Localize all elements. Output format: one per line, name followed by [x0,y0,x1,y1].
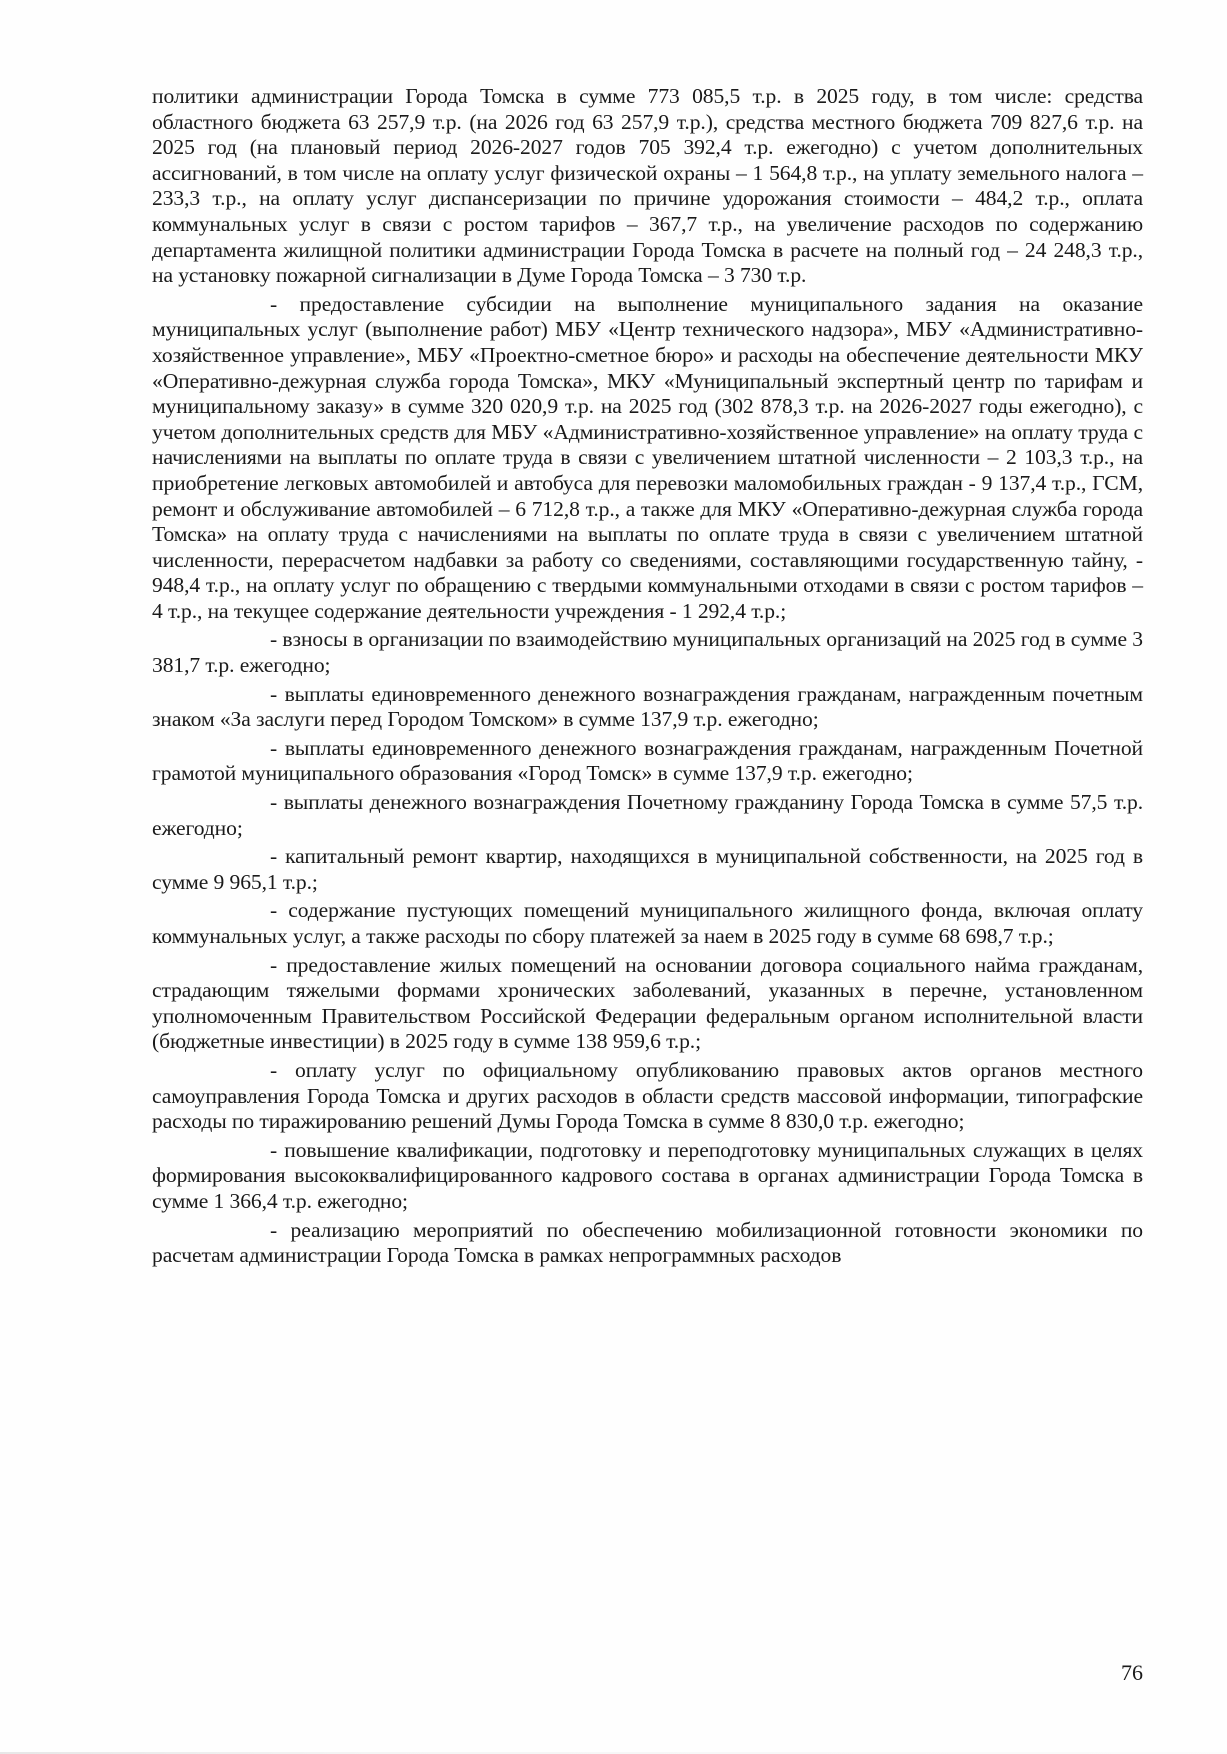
paragraph-membership-fees: - взносы в организации по взаимодействию муниципальных организаций на 2025 год в сумме 3 381,7 т.р. ежегодно; [152,627,1143,678]
page-number: 76 [1121,1660,1143,1685]
paragraph-mobilization-readiness: - реализацию мероприятий по обеспечению мобилизационной готовности экономики по расчетам администрации Города Томска в рамках непрограммных расходов [152,1217,1143,1268]
paragraph-official-publication: - оплату услуг по официальному опубликованию правовых актов органов местного самоуправления Города Томска и других расходов в области средств массовой информации, типографские расходы по тиражированию решений Думы Города Томска в сумме 8 830,0 т.р. ежегодно; [152,1057,1143,1134]
paragraph-capital-repair: - капитальный ремонт квартир, находящихся в муниципальной собственности, на 2025 год в сумме 9 965,1 т.р.; [152,844,1143,894]
paragraph-staff-training: - повышение квалификации, подготовку и переподготовку муниципальных служащих в целях формирования высококвалифицированного кадрового состава в органах администрации Города Томска в сумме 1 366,4 т.р. ежегодно; [152,1137,1143,1213]
paragraph-social-housing: - предоставление жилых помещений на основании договора социального найма гражданам, страдающим тяжелыми формами хронических заболеваний, указанных в перечне, установленном уполномоченным Правительством Российской Федерации федеральным органом исполнительной власти (бюджетные инвестиции) в 2025 году в сумме 138 959,6 т.р.; [152,952,1143,1054]
paragraph-award-honorary-diploma: - выплаты единовременного денежного вознаграждения гражданам, награжденным Почетной грамотой муниципального образования «Город Томск» в сумме 137,9 т.р. ежегодно; [152,735,1143,786]
paragraph-continuation: политики администрации Города Томска в сумме 773 085,5 т.р. в 2025 году, в том числе: средства областного бюджета 63 257,9 т.р. (на 2026 год 63 257,9 т.р.), средства местного бюджета 709 827,6 т.р. на 2025 год (на плановый период 2026-2027 годов 705 392,4 т.р. ежегодно) с учетом дополнительных ассигнований, в том числе на оплату услуг физической охраны – 1 564,8 т.р., на уплату земельного налога – 233,3 т.р., на оплату услуг диспансеризации по причине удорожания стоимости – 484,2 т.р., оплата коммунальных услуг в связи с ростом тарифов – 367,7 т.р., на увеличение расходов по содержанию департамента жилищной политики администрации Города Томска в расчете на полный год – 24 248,3 т.р., на установку пожарной сигнализации в Думе Города Томска – 3 730 т.р. [152,84,1143,288]
paragraph-subsidy-municipal-task: - предоставление субсидии на выполнение муниципального задания на оказание муниципальных услуг (выполнение работ) МБУ «Центр технического надзора», МБУ «Административно-хозяйственное управление», МБУ «Проектно-сметное бюро» и расходы на обеспечение деятельности МКУ «Оперативно-дежурная служба города Томска», МКУ «Муниципальный экспертный центр по тарифам и муниципальному заказу» в сумме 320 020,9 т.р. на 2025 год (302 878,3 т.р. на 2026-2027 годы ежегодно), с учетом дополнительных средств для МБУ «Административно-хозяйственное управление» на оплату труда с начислениями на выплаты по оплате труда в связи с увеличением штатной численности – 2 103,3 т.р., на приобретение легковых автомобилей и автобуса для перевозки маломобильных граждан - 9 137,4 т.р., ГСМ, ремонт и обслуживание автомобилей – 6 712,8 т.р., а также для МКУ «Оперативно-дежурная служба города Томска» на оплату труда с начислениями на выплаты по оплате труда в связи с увеличением штатной численности, перерасчетом надбавки за работу со сведениями, составляющими государственную тайну, - 948,4 т.р., на оплату услуг по обращению с твердыми коммунальными отходами в связи с ростом тарифов – 4 т.р., на текущее содержание деятельности учреждения - 1 292,4 т.р.; [152,291,1143,623]
paragraph-award-merit-badge: - выплаты единовременного денежного вознаграждения гражданам, награжденным почетным знаком «За заслуги перед Городом Томском» в сумме 137,9 т.р. ежегодно; [152,681,1143,732]
paragraph-honorary-citizen: - выплаты денежного вознаграждения Почетному гражданину Города Томска в сумме 57,5 т.р. ежегодно; [152,790,1143,840]
document-body [152,84,1143,1272]
paragraph-vacant-premises: - содержание пустующих помещений муниципального жилищного фонда, включая оплату коммунальных услуг, а также расходы по сбору платежей за наем в 2025 году в сумме 68 698,7 т.р.; [152,898,1143,948]
